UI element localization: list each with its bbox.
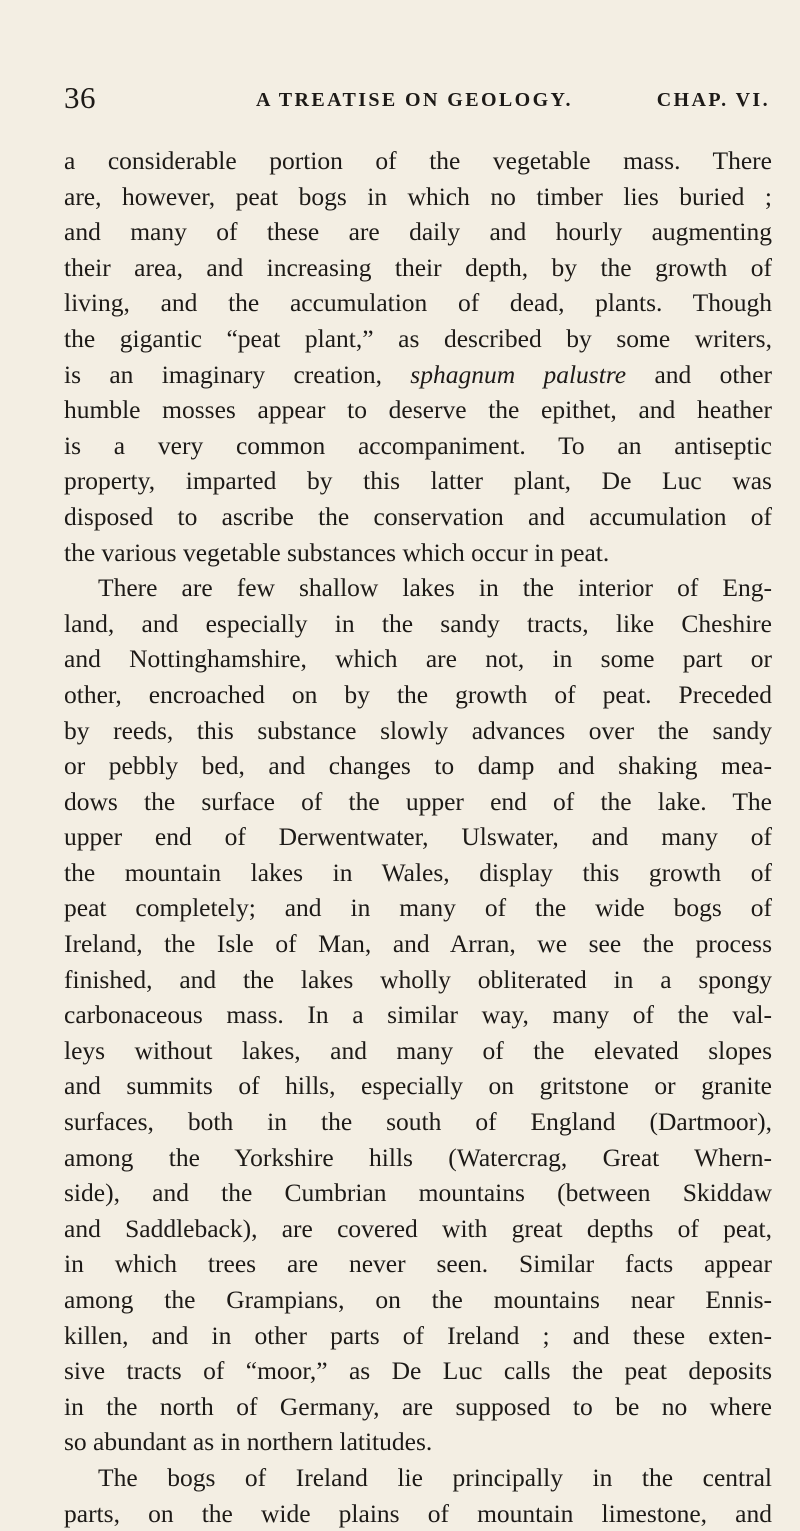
text-line: so abundant as in northern latitudes. xyxy=(64,1427,433,1457)
text-line: and Saddleback), are covered with great depths of peat, xyxy=(64,1213,772,1243)
text-line: property, imparted by this latter plant, De Luc was xyxy=(64,466,772,496)
text-line: the gigantic “peat plant,” as described by some writers, xyxy=(64,323,772,353)
text-line: finished, and the lakes wholly obliterated in a spongy xyxy=(64,964,772,994)
text-line: among the Grampians, on the mountains near Ennis- xyxy=(64,1285,772,1314)
text-line: their area, and increasing their depth, by the growth of xyxy=(64,252,772,282)
text-line: parts, on the wide plains of mountain limestone, and xyxy=(64,1498,772,1528)
text-line: is a very common accompaniment. To an antiseptic xyxy=(64,430,772,460)
text-line: living, and the accumulation of dead, plants. Though xyxy=(64,288,772,318)
text-line xyxy=(64,357,772,393)
text-line: humble mosses appear to deserve the epithet, and heather xyxy=(64,395,772,425)
text-line: carbonaceous mass. In a similar way, many of the val- xyxy=(64,1000,772,1030)
text-line: The bogs of Ireland lie principally in the central xyxy=(98,1462,772,1492)
italic-term: sphagnum palustre xyxy=(410,359,627,389)
text-line: dows the surface of the upper end of the lake. The xyxy=(64,786,772,816)
text-line: side), and the Cumbrian mountains (between Skiddaw xyxy=(64,1178,772,1208)
text-line: and many of these are daily and hourly augmenting xyxy=(64,217,772,247)
text-line: disposed to ascribe the conservation and accumulation of xyxy=(64,501,772,531)
text-segment: and other xyxy=(626,359,772,389)
text-line: in the north of Germany, are supposed to be no where xyxy=(64,1391,772,1421)
text-line: surfaces, both in the south of England (Dartmoor), xyxy=(64,1107,772,1137)
text-line: the various vegetable substances which occur in peat. xyxy=(64,537,610,567)
text-line: other, encroached on by the growth of peat. Preceded xyxy=(64,679,772,709)
text-line: leys without lakes, and many of the elevated slopes xyxy=(64,1035,772,1065)
page-number: 36 xyxy=(64,80,96,115)
text-line: sive tracts of “moor,” as De Luc calls the peat deposits xyxy=(64,1356,772,1386)
text-line: peat completely; and in many of the wide bogs of xyxy=(64,893,772,923)
text-line: a considerable portion of the vegetable mass. There xyxy=(64,146,772,175)
text-line: land, and especially in the sandy tracts, like Cheshire xyxy=(64,608,772,638)
text-segment: is an imaginary creation, xyxy=(64,359,411,389)
text-line: and summits of hills, especially on gritstone or granite xyxy=(64,1071,772,1101)
text-line: and Nottinghamshire, which are not, in some part or xyxy=(64,644,772,674)
text-line: upper end of Derwentwater, Ulswater, and many of xyxy=(64,822,772,852)
running-header xyxy=(64,80,770,124)
text-line: in which trees are never seen. Similar facts appear xyxy=(64,1249,772,1279)
text-line: by reeds, this substance slowly advances over the sandy xyxy=(64,715,772,745)
running-title: A TREATISE ON GEOLOGY. xyxy=(256,89,573,111)
text-line: are, however, peat bogs in which no timber lies buried ; xyxy=(64,181,772,211)
body-text xyxy=(64,143,772,1531)
text-line: Ireland, the Isle of Man, and Arran, we see the process xyxy=(64,929,772,959)
text-line: the mountain lakes in Wales, display this growth of xyxy=(64,857,772,887)
chapter-label: CHAP. VI. xyxy=(656,89,770,111)
text-line: or pebbly bed, and changes to damp and shaking mea- xyxy=(64,751,772,781)
text-line: killen, and in other parts of Ireland ; and these exten- xyxy=(64,1320,772,1350)
text-line: There are few shallow lakes in the interior of Eng- xyxy=(98,573,772,603)
text-line: among the Yorkshire hills (Watercrag, Great Whern- xyxy=(64,1142,772,1172)
